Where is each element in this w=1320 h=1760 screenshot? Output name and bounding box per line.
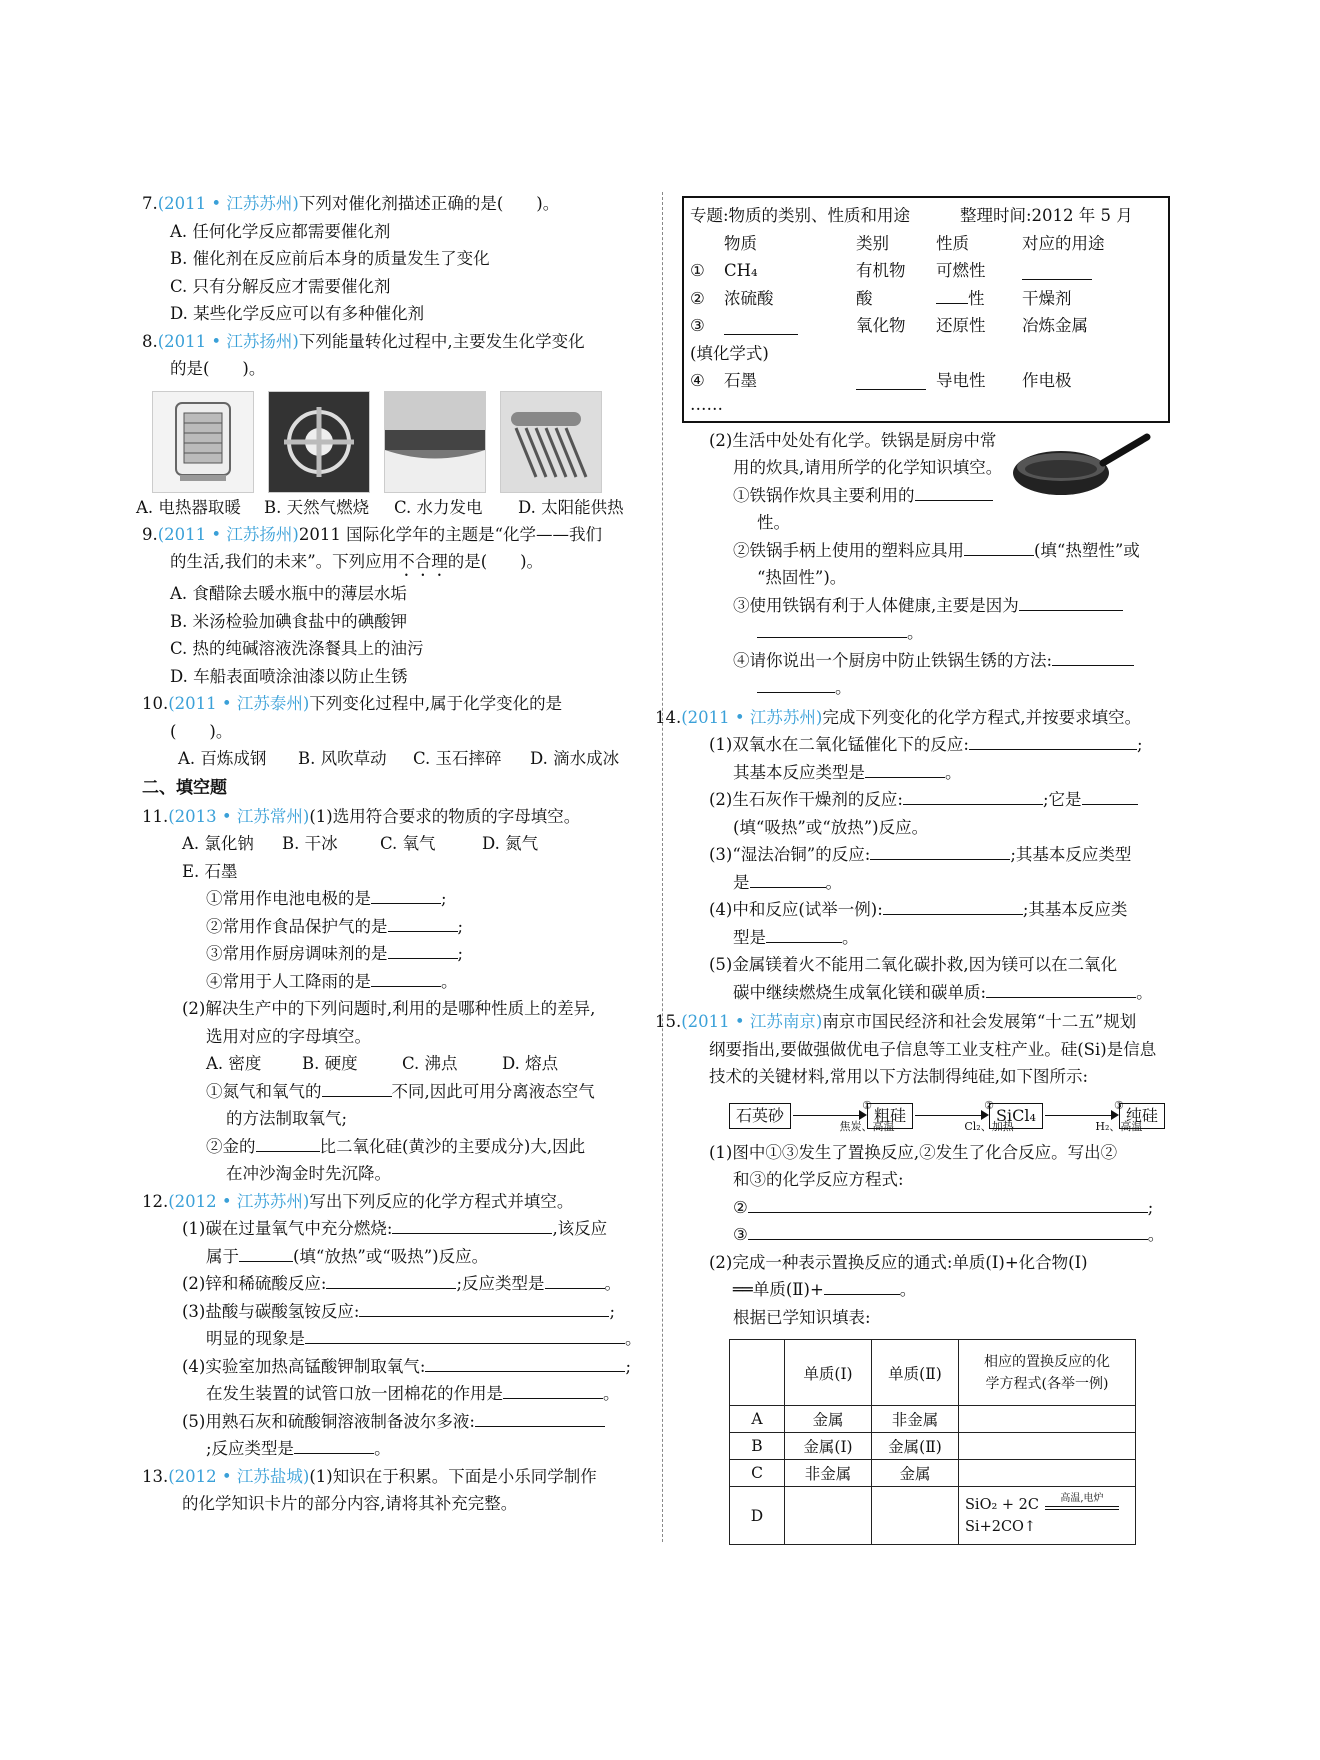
part-1: (1)碳在过量氧气中充分燃烧:	[182, 1219, 393, 1238]
question-10	[142, 690, 650, 773]
question-11: 11.(2013 • 江苏常州)(1)选用符合要求的物质的字母填空。 A. 氯化钠 B. 干冰 C. 氧气 D. 氮气 E. 石墨 ①常用作电池电极的是 ; ②常用作食品保护气的是 ; ③常用作厨房调味剂的是 ; ④常用于人工降雨的是 。 (2)解决生产中的下列问题时,利用的是哪种性质上的差异, 选用对应的字母填空。 A. 密度 B. 硬度 C. 沸点 D. 熔点 ①氮气和氧气的 不同,因此可用分离液态空气 的方法制取氧气; ②金的 比二氧化硅(黄沙的主要成分)大,因此 在冲沙淘金时先沉降。	[142, 803, 650, 1188]
answer-blank[interactable]	[388, 913, 458, 932]
question-number: 12.	[142, 1191, 169, 1211]
row-key: C	[730, 1460, 785, 1487]
part-1-line2-cont: (填“放热”或“吸热”)反应。	[293, 1246, 489, 1266]
item-1-cont: 不同,因此可用分离液态空气	[391, 1081, 595, 1101]
choice-e: E. 石墨	[182, 861, 238, 881]
part-5: (5)金属镁着火不能用二氧化碳扑救,因为镁可以在二氧化	[709, 955, 1118, 974]
property: 性	[968, 288, 985, 308]
flow-box-pure-si: 纯硅	[1119, 1103, 1165, 1129]
answer-blank[interactable]	[986, 979, 1136, 998]
hydropower-image	[384, 391, 486, 493]
part-3: (3)盐酸与碳酸氢铵反应:	[182, 1301, 360, 1321]
equation-example	[959, 1487, 1136, 1545]
part-2-end: (填“吸热”或“放热”)反应。	[733, 817, 929, 837]
item-2: ②铁锅手柄上使用的塑料应具用	[733, 540, 964, 560]
item-3: ③使用铁锅有利于人体健康,主要是因为	[733, 595, 1019, 615]
item-2: ②常用作食品保护气的是	[206, 916, 388, 936]
eq-2-label: ②	[733, 1197, 748, 1217]
answer-blank[interactable]	[371, 968, 441, 987]
part-2-stem-cont: 选用对应的字母填空。	[206, 1026, 371, 1046]
caption-b: B. 天然气燃烧	[264, 497, 370, 517]
item-2-cont: (填“热塑性”或	[1034, 540, 1140, 560]
option-images	[152, 391, 650, 493]
question-source: (2011 • 江苏苏州)	[157, 194, 299, 213]
part-5: (5)用熟石灰和硫酸铜溶液制备波尔多液:	[182, 1411, 475, 1431]
row-number: ④	[690, 371, 705, 390]
part-2-cont: ;它是	[1042, 790, 1082, 809]
answer-blank[interactable]	[748, 1221, 1148, 1240]
choice-b: B. 硬度	[302, 1054, 358, 1073]
question-stem: (1)选用符合要求的物质的字母填空。	[309, 806, 581, 826]
left-column	[136, 190, 650, 1518]
answer-blank[interactable]	[964, 537, 1034, 556]
row-number: ②	[690, 288, 705, 308]
part-2-stem: (2)解决生产中的下列问题时,利用的是哪种性质上的差异,	[182, 999, 596, 1018]
question-source: (2011 • 江苏苏州)	[681, 707, 823, 727]
property: 还原性	[936, 316, 986, 335]
option-a: A. 任何化学反应都需要催化剂	[170, 221, 391, 241]
step-number: ②	[984, 1098, 994, 1112]
question-source: (2011 • 江苏泰州)	[168, 694, 310, 713]
ellipsis: ……	[690, 394, 723, 414]
part-4: (4)中和反应(试举一例):	[709, 900, 883, 919]
choices-row	[142, 830, 650, 858]
part-2-stem-cont: 用的炊具,请用所学的化学知识填空。	[733, 458, 1003, 477]
caption-d: D. 太阳能供热	[518, 497, 624, 517]
cell-elem-2: 非金属	[872, 1406, 959, 1433]
item-1-cont: 性。	[757, 513, 790, 532]
card-row-2	[690, 285, 1162, 313]
question-number: 11.	[142, 806, 169, 826]
cell-elem-1[interactable]	[785, 1487, 872, 1545]
answer-blank[interactable]	[1052, 647, 1134, 666]
choice-c: C. 沸点	[402, 1054, 458, 1073]
part-2-table-intro: 根据已学知识填表:	[733, 1307, 871, 1327]
answer-blank[interactable]	[936, 285, 968, 304]
choice-d: D. 氮气	[482, 834, 539, 853]
use: 冶炼金属	[1022, 316, 1088, 335]
flow-arrow-2	[913, 1098, 1014, 1133]
flow-box-sicl4: SiCl₄	[989, 1103, 1043, 1129]
answer-blank[interactable]	[856, 371, 926, 390]
question-13-part-2: (2)生活中处处有化学。铁锅是厨房中常 用的炊具,请用所学的化学知识填空。 ①铁锅作炊具主要利用的 性。 ②铁锅手柄上使用的塑料应具用 (填“热塑性”或 “热固性”)。 ③使用铁锅有利于人体健康,主要是因为 。 ④请你说出一个厨房中防止铁锅生锈的方法: 。	[673, 427, 1185, 702]
row-key: B	[730, 1433, 785, 1460]
part-2: (2)完成一种表示置换反应的通式:单质(Ⅰ)+化合物(Ⅰ)	[709, 1252, 1088, 1272]
cell-elem-2[interactable]	[872, 1487, 959, 1545]
answer-blank[interactable]	[371, 885, 441, 904]
answer-blank[interactable]	[903, 786, 1043, 805]
question-number: 7.	[142, 194, 158, 213]
part-1-cont: 和③的化学反应方程式:	[733, 1170, 904, 1189]
header-equation-cont: 学方程式(各举一例)	[985, 1375, 1109, 1392]
formula-note: (填化学式)	[690, 343, 769, 363]
header-category: 类别	[856, 233, 889, 253]
choice-c: C. 氧气	[380, 834, 436, 853]
header-equation: 相应的置换反应的化	[984, 1353, 1110, 1370]
answer-blank[interactable]	[388, 940, 458, 959]
right-column	[655, 196, 1185, 1545]
answer-blank[interactable]	[425, 1353, 625, 1372]
cell-elem-2: 金属(Ⅱ)	[872, 1433, 959, 1460]
wok-image	[1011, 431, 1151, 511]
question-source: (2011 • 江苏扬州)	[157, 331, 299, 351]
question-source: (2013 • 江苏常州)	[168, 806, 310, 826]
item-1: ①铁锅作炊具主要利用的	[733, 485, 915, 505]
equation-reactants: SiO₂ + 2C	[965, 1496, 1039, 1513]
substance: CH₄	[724, 261, 758, 280]
question-stem-cont: ( )。	[170, 721, 233, 741]
choice-b: B. 干冰	[282, 834, 338, 853]
answer-blank[interactable]	[865, 759, 945, 778]
category: 氧化物	[856, 316, 906, 335]
answer-blank[interactable]	[1019, 592, 1123, 611]
question-stem: 下列对催化剂描述正确的是( )。	[298, 194, 560, 213]
option-c: C. 只有分解反应才需要催化剂	[170, 276, 391, 296]
heater-image	[152, 391, 254, 493]
option-c: C. 玉石摔碎	[413, 749, 502, 768]
answer-blank[interactable]	[883, 896, 1023, 915]
item-4: ④请你说出一个厨房中防止铁锅生锈的方法:	[733, 650, 1053, 670]
header-property: 性质	[936, 233, 969, 253]
part-1: (1)双氧水在二氧化锰催化下的反应:	[709, 735, 969, 754]
answer-blank[interactable]	[870, 841, 1010, 860]
answer-blank[interactable]	[322, 1078, 392, 1097]
card-row-1	[690, 257, 1162, 285]
question-12: 12.(2012 • 江苏苏州)写出下列反应的化学方程式并填空。 (1)碳在过量氧气中充分燃烧: ,该反应 属于 (填“放热”或“吸热”)反应。 (2)锌和稀硫酸反应: ;反应类型是 。 (3)盐酸与碳酸氢铵反应: ; 明显的现象是 。 (4)实验室加热高锰酸钾制取氧气: ; 在发生装置的试管口放一团棉花的作用是 。 (5)用熟石灰和硫酸铜溶液制备波尔多液: ;反应类型是 。	[142, 1191, 642, 1458]
answer-blank[interactable]	[757, 619, 907, 638]
category: 有机物	[856, 261, 906, 280]
part-2-stem: (2)生活中处处有化学。铁锅是厨房中常	[709, 430, 997, 450]
answer-blank[interactable]	[748, 1194, 1148, 1213]
part-1-cont: ,该反应	[552, 1219, 608, 1238]
option-d: D. 滴水成冰	[530, 749, 620, 768]
question-number: 15.	[655, 1012, 682, 1031]
header-substance: 物质	[724, 233, 757, 253]
item-2-end: 在冲沙淘金时先沉降。	[226, 1164, 391, 1183]
question-number: 9.	[142, 524, 158, 544]
emphasis-text: 不合理	[398, 552, 448, 571]
property: 可燃性	[936, 261, 986, 280]
item-4: ④常用于人工降雨的是	[206, 971, 371, 991]
question-number: 14.	[655, 707, 682, 727]
answer-blank[interactable]	[503, 1380, 603, 1399]
question-stem: 下列变化过程中,属于化学变化的是	[309, 694, 563, 713]
item-1: ①常用作电池电极的是	[206, 889, 371, 908]
question-stem-cont: 的是( )。	[170, 359, 266, 378]
eq-3-label: ③	[733, 1225, 748, 1244]
question-number: 13.	[142, 1466, 169, 1486]
question-number: 8.	[142, 331, 158, 351]
solar-heater-image	[500, 391, 602, 493]
equation-products: Si+2CO↑	[965, 1518, 1037, 1535]
option-d: D. 车船表面喷涂油漆以防止生锈	[170, 666, 408, 686]
item-2-cont: 比二氧化硅(黄沙的主要成分)大,因此	[319, 1136, 586, 1156]
card-time: 整理时间:2012 年 5 月	[960, 206, 1133, 225]
row-key: A	[730, 1406, 785, 1433]
item-3: ③常用作厨房调味剂的是	[206, 944, 388, 963]
step-condition: Cl₂、加热	[964, 1119, 1014, 1133]
header-elem-1: 单质(Ⅰ)	[785, 1340, 872, 1406]
answer-blank[interactable]	[326, 1270, 456, 1289]
answer-blank[interactable]	[766, 924, 842, 943]
section-heading: 二、填空题	[142, 777, 227, 798]
caption-a: A. 电热器取暖	[136, 497, 241, 517]
answer-blank[interactable]	[750, 869, 826, 888]
substitution-table	[729, 1339, 1136, 1545]
option-a: A. 食醋除去暖水瓶中的薄层水垢	[170, 584, 407, 603]
item-1-end: 的方法制取氧气;	[226, 1109, 348, 1128]
question-stem: 下列能量转化过程中,主要发生化学变化	[298, 331, 585, 351]
flow-box-quartz: 石英砂	[729, 1103, 791, 1129]
part-2-cont: ;反应类型是	[456, 1274, 545, 1293]
substance: 石墨	[724, 371, 757, 390]
cell-elem-1: 非金属	[785, 1460, 872, 1487]
step-condition: 焦炭、高温	[839, 1119, 895, 1133]
question-13	[142, 1463, 650, 1518]
card-topic: 专题:物质的类别、性质和用途	[690, 206, 911, 225]
answer-blank[interactable]	[545, 1270, 605, 1289]
answer-blank[interactable]	[359, 1298, 609, 1317]
part-3-end: 是	[733, 872, 750, 892]
answer-blank[interactable]	[392, 1215, 552, 1234]
process-flow	[729, 1099, 1185, 1133]
row-number: ③	[690, 316, 705, 335]
part-3-cont: ;其基本反应类型	[1010, 845, 1132, 864]
part-4-end: 型是	[733, 927, 766, 947]
equation-cell[interactable]	[959, 1406, 1136, 1433]
option-c: C. 热的纯碱溶液洗涤餐具上的油污	[170, 639, 424, 658]
image-captions	[136, 495, 650, 521]
step-number: ③	[1113, 1098, 1124, 1112]
answer-blank[interactable]	[256, 1133, 320, 1152]
question-15: 15.(2011 • 江苏南京)南京市国民经济和社会发展第“十二五”规划 纲要指出,要做强做优电子信息等工业支柱产业。硅(Si)是信息 技术的关键材料,常用以下方法制得纯硅,如下图所示: 石英砂 ① 焦炭、高温 粗硅 ② Cl₂、加热 SiCl₄ ③ H₂、高温 纯硅 (1)图中①③发生了置换反应,②发生了化合反应。写出② 和③的化学反应方程式: ② ; ③ 。 (2)完成一种表示置换反应的通式:单质(Ⅰ)+化合物(Ⅰ) ══单质(Ⅱ)+ 。 根据已学知识填表: 单质(Ⅰ) 单质(Ⅱ) 相应的置换反应的化 学方程式(各举一例) A 金属 非金属 B 金属(Ⅰ) 金属(Ⅱ) C 非金属 金属 D SiO₂ + 2C 高温,电炉 Si+2CO↑	[673, 1008, 1185, 1545]
option-a: A. 百炼成钢	[178, 749, 267, 768]
question-stem: 写出下列反应的化学方程式并填空。	[309, 1191, 574, 1211]
substance: 浓硫酸	[724, 288, 774, 308]
question-stem: 完成下列变化的化学方程式,并按要求填空。	[822, 707, 1142, 727]
step-condition: H₂、高温	[1095, 1119, 1143, 1133]
column-divider	[662, 192, 663, 1542]
question-7	[142, 190, 650, 328]
answer-blank[interactable]	[969, 731, 1137, 750]
equation-cell[interactable]	[959, 1460, 1136, 1487]
part-2: (2)锌和稀硫酸反应:	[182, 1274, 327, 1293]
answer-blank[interactable]	[305, 1325, 625, 1344]
answer-blank[interactable]	[1082, 786, 1138, 805]
question-stem: 南京市国民经济和社会发展第“十二五”规划	[822, 1012, 1137, 1031]
options-row	[142, 745, 650, 773]
option-b: B. 催化剂在反应前后本身的质量发生了变化	[170, 249, 490, 268]
question-source: (2012 • 江苏苏州)	[168, 1191, 310, 1211]
flow-box-crude-si: 粗硅	[867, 1103, 913, 1129]
question-number: 10.	[142, 694, 169, 713]
choice-d: D. 熔点	[502, 1054, 559, 1073]
question-14: 14.(2011 • 江苏苏州)完成下列变化的化学方程式,并按要求填空。 (1)双氧水在二氧化锰催化下的反应: ; 其基本反应类型是 。 (2)生石灰作干燥剂的反应: ;它是 (填“吸热”或“放热”)反应。 (3)“湿法冶铜”的反应: ;其基本反应类型 是 。 (4)中和反应(试举一例): ;其基本反应类 型是 。 (5)金属镁着火不能用二氧化碳扑救,因为镁可以在二氧化 碳中继续燃烧生成氧化镁和碳单质: 。	[673, 704, 1185, 1007]
step-number: ①	[862, 1098, 872, 1112]
property: 导电性	[936, 371, 986, 390]
header-use: 对应的用途	[1022, 233, 1105, 253]
use: 干燥剂	[1022, 288, 1072, 308]
item-2-end: “热固性”)。	[757, 568, 847, 587]
part-2: (2)生石灰作干燥剂的反应:	[709, 790, 903, 809]
part-1-line2: 属于	[206, 1246, 239, 1266]
part-3: (3)“湿法冶铜”的反应:	[709, 845, 871, 864]
question-8	[136, 328, 650, 521]
option-b: B. 米汤检验加碘食盐中的碘酸钾	[170, 611, 408, 631]
answer-blank[interactable]	[915, 482, 993, 501]
cell-elem-1: 金属(Ⅰ)	[785, 1433, 872, 1460]
option-d: D. 某些化学反应可以有多种催化剂	[170, 304, 425, 323]
question-source: (2012 • 江苏盐城)	[168, 1466, 310, 1486]
part-1-cont: 其基本反应类型是	[733, 762, 865, 782]
part-4: (4)实验室加热高锰酸钾制取氧气:	[182, 1356, 426, 1376]
answer-blank[interactable]	[724, 316, 798, 335]
card-row-4	[690, 367, 1162, 395]
use: 作电极	[1022, 371, 1072, 390]
header-elem-2: 单质(Ⅱ)	[872, 1340, 959, 1406]
question-stem: 2011 国际化学年的主题是“化学——我们	[298, 524, 603, 544]
answer-blank[interactable]	[294, 1435, 374, 1454]
row-key: D	[730, 1487, 785, 1545]
question-9	[142, 521, 650, 691]
item-1: ①氮气和氧气的	[206, 1081, 322, 1101]
choices-row-2	[142, 1050, 650, 1078]
answer-blank[interactable]	[824, 1276, 900, 1295]
question-stem-cont2: 技术的关键材料,常用以下方法制得纯硅,如下图所示:	[709, 1067, 1089, 1086]
part-4-cont: 在发生装置的试管口放一团棉花的作用是	[206, 1384, 503, 1403]
choice-a: A. 密度	[206, 1054, 262, 1073]
card-row-3	[690, 312, 1162, 340]
question-source: (2011 • 江苏扬州)	[157, 524, 299, 544]
answer-blank[interactable]	[757, 674, 835, 693]
caption-c: C. 水力发电	[394, 497, 483, 517]
part-5-cont: 碳中继续燃烧生成氧化镁和碳单质:	[733, 982, 987, 1002]
cell-elem-2: 金属	[872, 1460, 959, 1487]
question-stem-end: 的是( )。	[447, 552, 544, 571]
question-stem-cont: 的生活,我们的未来”。下列应用	[170, 552, 399, 571]
part-2-cont: ══单质(Ⅱ)+	[733, 1280, 824, 1299]
option-b: B. 风吹草动	[298, 749, 387, 768]
answer-blank[interactable]	[239, 1243, 293, 1262]
answer-blank[interactable]	[1022, 261, 1092, 280]
question-source: (2011 • 江苏南京)	[681, 1012, 823, 1031]
cell-elem-1: 金属	[785, 1406, 872, 1433]
part-4-cont: ;其基本反应类	[1022, 900, 1128, 919]
part-1: (1)图中①③发生了置换反应,②发生了化合反应。写出②	[709, 1142, 1118, 1162]
item-2: ②金的	[206, 1136, 256, 1156]
row-number: ①	[690, 261, 705, 280]
category: 酸	[856, 288, 873, 308]
knowledge-card	[682, 196, 1170, 423]
equation-condition: 高温,电炉	[1060, 1492, 1104, 1504]
equation-cell[interactable]	[959, 1433, 1136, 1460]
question-stem: (1)知识在于积累。下面是小乐同学制作	[309, 1466, 597, 1486]
question-stem-cont: 纲要指出,要做强做优电子信息等工业支柱产业。硅(Si)是信息	[709, 1039, 1157, 1059]
gas-burner-image	[268, 391, 370, 493]
choice-a: A. 氯化钠	[182, 834, 254, 853]
part-3-cont: 明显的现象是	[206, 1329, 305, 1348]
question-stem-cont: 的化学知识卡片的部分内容,请将其补充完整。	[182, 1494, 518, 1513]
part-5-cont: ;反应类型是	[206, 1439, 295, 1458]
answer-blank[interactable]	[475, 1408, 605, 1427]
